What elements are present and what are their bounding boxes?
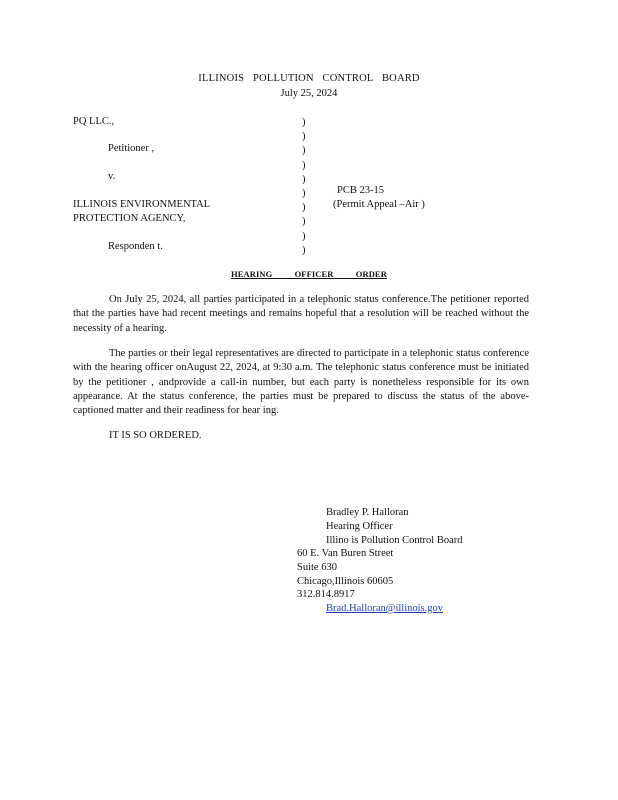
body-paragraph: The parties or their legal representatives are directed to participate in a telephonic status conference with the hearing officer onAugust 22, 2024, at 9:30 a.m. The telephonic status conference must be initiated by the petitioner , andprovide a call-in number, but each party is nonetheless responsible for its own appearance. At the status conference, the parties must be prepared to discuss the status of the above- captioned matter and their readiness for hear ing. <box>73 348 529 417</box>
body-paragraph: On July 25, 2024, all parties participated in a telephonic status conference.The petitioner reported that the parties have had recent meetings and remains hopeful that a resolution will be reached without the necessity of a hearing. <box>73 294 529 334</box>
case-number: PCB 23-15 <box>337 185 384 196</box>
caption-paren: ) <box>302 145 306 157</box>
email-link[interactable]: Brad.Halloran@illinois.gov <box>326 603 443 614</box>
versus-label: v. <box>108 171 116 182</box>
signature-title: Hearing Officer <box>326 520 393 532</box>
caption-paren: ) <box>302 188 306 200</box>
address-suite: Suite 630 <box>297 561 337 573</box>
caption-paren: ) <box>302 173 306 185</box>
case-type: (Permit Appeal –Air ) <box>333 199 425 210</box>
document-heading: ILLINOIS POLLUTION CONTROL BOARD <box>198 73 420 84</box>
caption-paren: ) <box>302 244 306 256</box>
petitioner-name: PQ LLC., <box>73 116 115 127</box>
signature-org: Illino is Pollution Control Board <box>326 534 463 546</box>
phone-number: 312.814.8917 <box>297 589 355 601</box>
caption-paren: ) <box>302 216 306 228</box>
signature-name-block <box>326 506 463 547</box>
address-city: Chicago,Illinois 60605 <box>297 575 394 587</box>
caption-paren: ) <box>302 131 306 143</box>
address-street: 60 E. Van Buren Street <box>297 548 394 559</box>
section-title: HEARING OFFICER ORDER <box>231 269 387 279</box>
caption-paren: ) <box>302 230 306 242</box>
respondent-label: Responden t. <box>108 241 163 252</box>
caption-paren: ) <box>302 159 306 171</box>
order-statement: IT IS SO ORDERED. <box>109 430 202 441</box>
respondent-name-line1: ILLINOIS ENVIRONMENTAL <box>73 199 211 210</box>
petitioner-label: Petitioner , <box>108 143 155 154</box>
caption-paren: ) <box>302 117 306 128</box>
caption-parentheses <box>302 116 306 258</box>
respondent-name-line2: PROTECTION AGENCY, <box>73 213 186 224</box>
signature-address-block <box>297 547 393 602</box>
signature-name: Bradley P. Halloran <box>326 507 409 518</box>
caption-paren: ) <box>302 202 306 214</box>
document-date: July 25, 2024 <box>280 88 338 99</box>
